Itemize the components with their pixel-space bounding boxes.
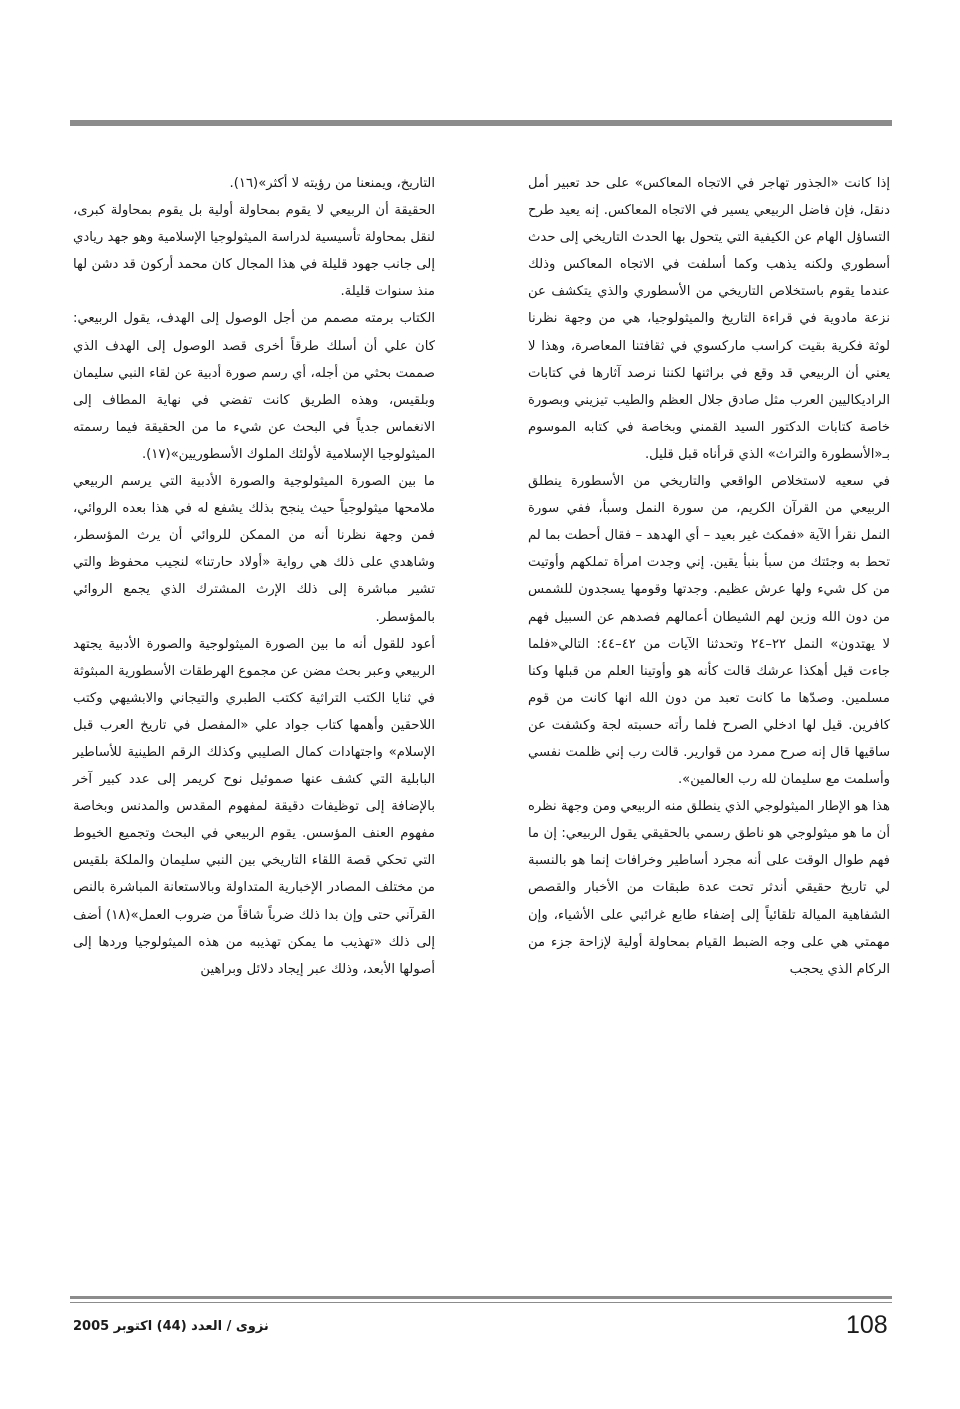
page-number: 108 [846, 1311, 888, 1339]
header-rule [70, 120, 892, 126]
paragraph: التاريخ، ويمنعنا من رؤيته لا أكثر»(١٦). [229, 176, 435, 191]
paragraph: إذا كانت «الجذور تهاجر في الاتجاه المعاكس» على حد تعبير أمل دنقل، فإن فاضل الربيعي يسير في الاتجاه المعاكس. إنه يعيد طرح التساؤل الهام عن الكيفية التي يتحول بها الحدث التاريخي إلى حدث أسطوري ولكنه يذهب وكما أسلفت في الاتجاه المعاكس وذلك عندما يقوم باستخلاص التاريخي من الأسطوري والذي يتكشف عن نزعة مادوية في قراءة التاريخ والميثولوجيا، هي من وجهة نظرنا لوثة فكرية بقيت كراسب ماركسوي في ثقافتنا المعاصرة، وهذا لا يعني أن الربيعي قد وقع في براثنها لكننا نرصد آثارها في كتابات الراديكاليين العرب مثل صادق جلال العظم والطيب تيزيني وبصورة خاصة كتابات الدكتور السيد القمني وبخاصة في كتابه الموسوم بـ«الأسطورة والتراث» الذي قرأناه قبل قليل. [528, 176, 890, 462]
footer-rule [70, 1296, 892, 1299]
paragraph: الكتاب برمته مصمم من أجل الوصول إلى الهدف، يقول الربيعي: كان علي أن أسلك طرقاً أخرى قصد الوصول إلى الهدف الذي صممت بحثي من أجله، أي رسم صورة أدبية عن لقاء النبي سليمان وبلقيس، وهذه الطريق كانت تفضي في نهاية المطاف إلى الانغماس جدياً في البحث عن شيء ما من الحقيقة فيما رسمته الميثولوجيا الإسلامية لأولئك الملوك الأسطوريين»(١٧). [73, 311, 435, 462]
paragraph: هذا هو الإطار الميثولوجي الذي ينطلق منه الربيعي ومن وجهة نظره أن ما هو ميثولوجي هو ناطق رسمي بالحقيقي يقول الربيعي: إن ما فهم طوال الوقت على أنه مجرد أساطير وخرافات إنما هو بالنسبة لي تاريخ حقيقي أندثر تحت عدة طبقات من الأخبار والقصص الشفاهية الميالة تلقائياً إلى إضفاء طابع غرائبي على الأشياء، وإن مهمتي هي على وجه الضبط القيام بمحاولة أولية لإزاحة جزء من الركام الذي يحجب [528, 799, 890, 977]
left-text-column [73, 170, 435, 983]
issue-info: نزوى / العدد (44) اكتوبر 2005 [73, 1319, 269, 1334]
paragraph: ما بين الصورة الميثولوجية والصورة الأدبية التي يرسم الربيعي ملامحها ميثولوجياً حيث ينجح بذلك يشفع له في هذا بعده الروائي، فمن وجهة نظرنا أنه من الممكن للروائي أن يرث المؤسطر، وشاهدي على ذلك هي رواية «أولاد حارتنا» لنجيب محفوظ والتي تشير مباشرة إلى ذلك الإرث المشترك الذي يجمع الروائي بالمؤسطر. [73, 474, 435, 625]
paragraph: الحقيقة أن الربيعي لا يقوم بمحاولة أولية بل يقوم بمحاولة كبرى، لنقل بمحاولة تأسيسية لدراسة الميثولوجيا الإسلامية وهو جهد ريادي إلى جانب جهود قليلة في هذا المجال كان محمد أركون قد دشن لها منذ سنوات قليلة. [73, 203, 435, 300]
paragraph: في سعيه لاستخلاص الواقعي والتاريخي من الأسطورة ينطلق الربيعي من القرآن الكريم، من سورة النمل وسبأ، ففي سورة النمل نقرأ الآية «فمكث غير بعيد – أي الهدهد – فقال أحطت بما لم تحط به وجئتك من سبأ بنبأ يقين. إني وجدت امرأة تملكهم وأوتيت من كل شيء ولها عرش عظيم. وجدتها وقومها يسجدون للشمس من دون الله وزين لهم الشيطان أعمالهم فصدهم عن السبيل فهم لا يهتدون» النمل ٢٢–٢٤ وتحدثنا الآيات من ٤٢–٤٤: التالي«فلما جاءت قيل أهكذا عرشك قالت كأنه هو وأوتينا العلم من قبلها وكنا مسلمين. وصدّها ما كانت تعبد من دون الله انها كانت من قوم كافرين. قيل لها ادخلي الصرح فلما رأته حسبته لجة وكشفت عن ساقيها قال إنه صرح ممرد من قوارير. قالت رب إني ظلمت نفسي وأسلمت مع سليمان لله رب العالمين». [528, 474, 890, 788]
paragraph: أعود للقول أنه ما بين الصورة الميثولوجية والصورة الأدبية يجتهد الربيعي وعبر بحث مضن عن مجموع الهرطقات الأسطورية المبثوثة في ثنايا الكتب التراثية ككتب الطبري والتيجاني والابشيهي وكتب اللاحقين وأهمها كتاب جواد علي «المفصل في تاريخ العرب قبل الإسلام» واجتهادات كمال الصليبي وكذلك الرقم الطينية للأساطير البابلية التي كشف عنها صموئيل نوح كريمر إلى عدد كبير آخر بالإضافة إلى توظيفات دقيقة لمفهوم المقدس والمدنس وبخاصة مفهوم العنف المؤسس. يقوم الربيعي في البحث وتجميع الخيوط التي تحكي قصة اللقاء التاريخي بين النبي سليمان والملكة بلقيس من مختلف المصادر الإخبارية المتداولة وبالاستعانة المباشرة بالنص القرآني حتى وإن بدا ذلك ضرباً شاقاً من ضروب العمل»(١٨) أضف إلى ذلك «تهذيب ما يمكن تهذيبه من هذه الميثولوجيا وردها إلى أصولها الأبعد، وذلك عبر إيجاد دلائل وبراهين [73, 636, 435, 977]
footer-rule-thin [70, 1302, 892, 1303]
right-text-column [528, 170, 890, 983]
